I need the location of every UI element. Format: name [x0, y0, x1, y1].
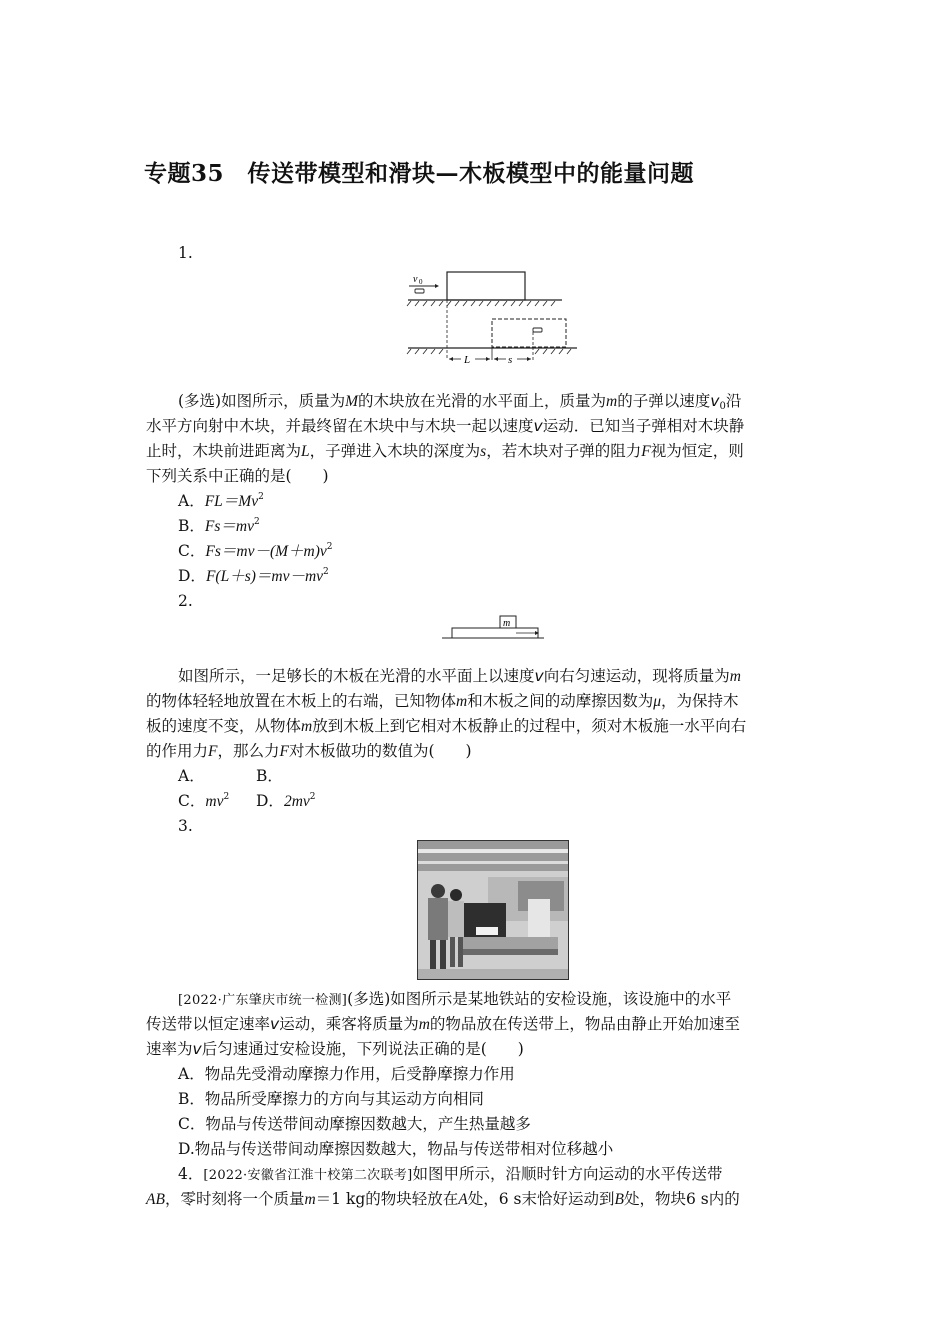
v0-subscript: 0 — [419, 278, 423, 286]
q3-text-line1: [2022·广东肇庆市统一检测](多选)如图所示是某地铁站的安检设施，该设施中的水平 — [178, 990, 732, 1008]
question-2-figure — [440, 612, 550, 642]
q3-option-d: D.物品与传送带间动摩擦因数越大，物品与传送带相对位移越小 — [178, 1140, 614, 1158]
s-label: s — [508, 354, 513, 366]
q2-text-line3: 板的速度不变，从物体m放到木板上到它相对木板静止的过程中，须对木板施一水平向右 — [146, 717, 747, 735]
question-1-figure — [405, 268, 585, 368]
q2-text-line4: 的作用力F，那么力F对木板做功的数值为( ) — [146, 742, 472, 760]
q1-text-line3: 止时，木块前进距离为L，子弹进入木块的深度为s，若木块对子弹的阻力F视为恒定，则 — [146, 442, 744, 460]
bullet — [415, 289, 424, 293]
q3-option-b: B．物品所受摩擦力的方向与其运动方向相同 — [178, 1090, 484, 1108]
q4-text-line1: 4．[2022·安徽省江淮十校第二次联考]如图甲所示，沿顺时针方向运动的水平传送带 — [178, 1165, 723, 1183]
q1-option-d: D．$F(L+s)=mv-mv^2$ — [178, 567, 329, 585]
m-label: m — [503, 618, 511, 629]
question-2-number: 2. — [178, 592, 193, 610]
q3-option-c: C．物品与传送带间动摩擦因数越大，产生热量越多 — [178, 1115, 531, 1133]
q1-option-a: A．$FL=Mv^2$ — [178, 492, 264, 510]
q2-option-c: C．$mv^2$ — [178, 792, 230, 810]
wood-block-moved — [492, 319, 566, 347]
bullet-embedded — [533, 328, 542, 332]
q2-option-a: A． — [178, 767, 205, 785]
security-check-photo — [417, 840, 569, 980]
q2-text-line1: 如图所示，一足够长的木板在光滑的水平面上以速度v向右匀速运动，现将质量为m — [178, 667, 741, 685]
q2-option-b: B． — [256, 767, 283, 785]
L-label: L — [464, 354, 471, 366]
v0-label: v — [413, 274, 418, 285]
q1-text-line2: 水平方向射中木块，并最终留在木块中与木块一起以速度v运动．已知当子弹相对木块静 — [146, 417, 745, 435]
wood-block — [447, 272, 525, 300]
q1-text-line4: 下列关系中正确的是( ) — [146, 467, 329, 485]
page-title: 专题35 传送带模型和滑块—木板模型中的能量问题 — [144, 160, 695, 187]
q1-option-b: B．$Fs=mv^2$ — [178, 517, 260, 535]
q3-text-line3: 速率为v后匀速通过安检设施，下列说法正确的是( ) — [146, 1040, 524, 1058]
q2-text-line2: 的物体轻轻地放置在木板上的右端，已知物体m和木板之间的动摩擦因数为μ，为保持木 — [146, 692, 739, 710]
question-1-number: 1. — [178, 244, 193, 262]
q3-option-a: A．物品先受滑动摩擦力作用，后受静摩擦力作用 — [178, 1065, 515, 1083]
q4-text-line2: AB，零时刻将一个质量m＝1 kg的物块轻放在A处，6 s末恰好运动到B处，物块6 s内的 — [146, 1190, 740, 1208]
q1-text-line1: (多选)如图所示，质量为M的木块放在光滑的水平面上，质量为m的子弹以速度$v_0$沿 — [178, 392, 742, 412]
q1-option-c: C．$Fs=mv-(M+m)v^2$ — [178, 542, 333, 560]
question-3-number: 3. — [178, 817, 193, 835]
q3-text-line2: 传送带以恒定速率v运动，乘客将质量为m的物品放在传送带上，物品由静止开始加速至 — [146, 1015, 740, 1033]
q2-option-d: D．$2mv^2$ — [256, 792, 316, 810]
